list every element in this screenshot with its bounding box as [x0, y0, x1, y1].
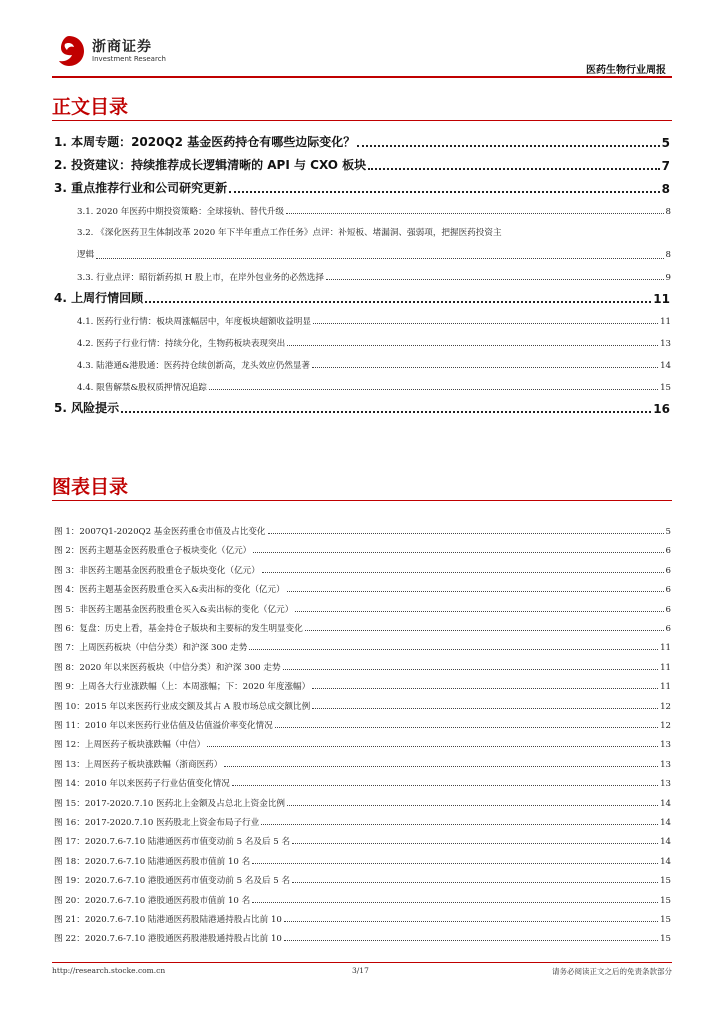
toc-entry-4-2[interactable]: [77, 336, 671, 349]
leader-dots: [232, 785, 658, 786]
figure-entry-text: 图 2：医药主题基金医药股重仓子板块变化（亿元）: [54, 546, 252, 557]
toc-entry-page: 11: [653, 292, 670, 306]
toc-entry-text: 2. 投资建议：持续推荐成长逻辑清晰的 API 与 CXO 板块: [54, 158, 367, 172]
figure-entry-page: 12: [660, 721, 671, 731]
figure-entry-text: 图 7：上周医药板块（中信分类）和沪深 300 走势: [54, 643, 248, 654]
figure-entry-page: 6: [665, 565, 671, 576]
toc-entry-page: 16: [653, 402, 670, 416]
figure-entry-text: 图 9：上周各大行业涨跌幅（上：本周涨幅；下：2020 年度涨幅）: [54, 682, 311, 693]
company-logo-icon: [52, 34, 86, 68]
toc-entry-text-line1: 3.2. 《深化医药卫生体制改革 2020 年下半年重点工作任务》点评：补短板、堵漏洞、强弱项，把握医药投资主: [77, 228, 502, 238]
figure-entry-page: 13: [660, 740, 671, 751]
figure-entry-12[interactable]: [54, 737, 671, 750]
figure-entry-7[interactable]: [54, 640, 671, 653]
company-name-en: Investment Research: [92, 55, 166, 63]
toc-entry-text: 4.2. 医药子行业行情：持续分化，生物药板块表现突出: [77, 339, 286, 349]
leader-dots: [121, 411, 651, 413]
figures-title-rule: [52, 500, 672, 501]
figure-entry-10[interactable]: [54, 699, 671, 712]
footer-disclaimer: 请务必阅读正文之后的免责条款部分: [552, 967, 672, 976]
toc-entry-1[interactable]: [54, 134, 670, 150]
figure-entry-text: 图 5：非医药主题基金医药股重仓买入&卖出标的变化（亿元）: [54, 604, 294, 615]
figure-entry-text: 图 19：2020.7.6-7.10 港股通医药市值变动前 5 名及后 5 名: [54, 876, 291, 887]
figure-entry-text: 图 17：2020.7.6-7.10 陆港通医药市值变动前 5 名及后 5 名: [54, 837, 291, 848]
toc-entry-4-3[interactable]: [77, 358, 671, 371]
figure-entry-text: 图 12：上周医药子板块涨跌幅（中信）: [54, 740, 206, 751]
figure-entry-19[interactable]: [54, 873, 671, 886]
figure-entry-text: 图 4：医药主题基金医药股重仓买入&卖出标的变化（亿元）: [54, 585, 285, 596]
leader-dots: [249, 649, 658, 650]
figure-entry-text: 图 16：2017-2020.7.10 医药股北上资金布局子行业: [54, 818, 260, 828]
leader-dots: [313, 323, 658, 324]
figure-entry-15[interactable]: [54, 796, 671, 809]
figure-entry-20[interactable]: [54, 893, 671, 906]
figure-entry-18[interactable]: [54, 854, 671, 867]
toc-entry-page: 13: [660, 339, 671, 349]
toc-entry-page: 8: [661, 182, 670, 196]
leader-dots: [287, 805, 658, 806]
toc-entry-page: 14: [660, 361, 671, 371]
leader-dots: [252, 863, 658, 864]
leader-dots: [284, 940, 658, 941]
toc-entry-4-1[interactable]: [77, 314, 671, 327]
leader-dots: [275, 727, 658, 728]
figure-entry-page: 6: [665, 604, 671, 615]
figure-entry-text: 图 1：2007Q1-2020Q2 基金医药重仓市值及占比变化: [54, 527, 266, 537]
toc-entry-text: 4.3. 陆港通&港股通：医药持仓续创新高，龙头效应仍然显著: [77, 361, 311, 371]
page-header: [52, 28, 672, 80]
figure-entry-text: 图 14：2010 年以来医药子行业估值变化情况: [54, 779, 230, 790]
figure-entry-11[interactable]: [54, 718, 671, 731]
leader-dots: [283, 669, 659, 670]
leader-dots: [312, 688, 658, 689]
figure-entry-page: 15: [660, 915, 671, 925]
figure-entry-text: 图 10：2015 年以来医药行业成交额及其占 A 股市场总成交额比例: [54, 701, 311, 712]
figure-entry-page: 14: [660, 818, 671, 828]
leader-dots: [305, 630, 664, 631]
leader-dots: [262, 572, 664, 573]
leader-dots: [252, 902, 658, 903]
figure-entry-page: 11: [660, 662, 671, 673]
figure-entry-text: 图 21：2020.7.6-7.10 陆港通医药股陆港通持股占比前 10: [54, 915, 282, 925]
figure-entry-22[interactable]: [54, 931, 671, 944]
figure-entry-text: 图 8：2020 年以来医药板块（中信分类）和沪深 300 走势: [54, 662, 281, 673]
leader-dots: [286, 213, 664, 214]
leader-dots: [224, 766, 658, 767]
figure-entry-page: 14: [660, 798, 671, 809]
leader-dots: [207, 746, 658, 747]
toc-entry-3-2[interactable]: [77, 222, 671, 266]
toc-entry-text: 4. 上周行情回顾: [54, 291, 144, 305]
figures-title: 图表目录: [52, 476, 129, 498]
figure-entry-page: 14: [660, 837, 671, 848]
figure-entry-21[interactable]: [54, 912, 671, 925]
toc-entry-text: 5. 风险提示: [54, 401, 120, 415]
leader-dots: [368, 168, 659, 170]
leader-dots: [229, 191, 660, 193]
leader-dots: [292, 843, 658, 844]
toc-entry-text: 3. 重点推荐行业和公司研究更新: [54, 181, 228, 195]
toc-entry-page: 15: [660, 383, 671, 393]
leader-dots: [292, 882, 658, 883]
leader-dots: [312, 708, 658, 709]
footer-page-number: 3/17: [352, 966, 369, 975]
figure-entry-1[interactable]: [54, 524, 671, 537]
figure-entry-text: 图 13：上周医药子板块涨跌幅（浙商医药）: [54, 759, 223, 770]
toc-entry-text-line2: 逻辑: [77, 250, 95, 260]
toc-entry-page: 8: [665, 207, 671, 217]
toc-entry-3-1[interactable]: [77, 204, 671, 217]
toc-entry-2[interactable]: [54, 157, 670, 173]
toc-title-rule: [52, 120, 672, 121]
report-type: 医药生物行业周报: [586, 65, 666, 76]
toc-entry-3-3[interactable]: [77, 270, 671, 283]
figure-entry-page: 15: [660, 895, 671, 906]
figure-entry-text: 图 20：2020.7.6-7.10 港股通医药股市值前 10 名: [54, 895, 251, 906]
leader-dots: [295, 611, 663, 612]
header-divider: [52, 76, 672, 78]
figure-entry-4[interactable]: [54, 582, 671, 595]
figure-entry-9[interactable]: [54, 679, 671, 692]
figure-entry-page: 14: [660, 856, 671, 867]
footer-divider: [52, 962, 672, 963]
company-name-cn: 浙商证券: [92, 39, 152, 55]
toc-entry-page: 9: [665, 273, 671, 283]
toc-entry-text: 3.3. 行业点评：昭衍新药拟 H 股上市，在岸外包业务的必然选择: [77, 273, 324, 283]
toc-entry-text: 4.1. 医药行业行情：板块周涨幅居中，年度板块超额收益明显: [77, 317, 311, 327]
leader-dots: [287, 591, 664, 592]
toc-entry-text: 1. 本周专题：2020Q2 基金医药持仓有哪些边际变化？: [54, 135, 356, 149]
toc-entry-line2: [77, 244, 671, 266]
figure-entry-page: 15: [660, 934, 671, 945]
figure-entry-13[interactable]: [54, 757, 671, 770]
figure-entry-5[interactable]: [54, 602, 671, 615]
toc-title: 正文目录: [52, 96, 129, 118]
footer-url[interactable]: http://research.stocke.com.cn: [52, 966, 166, 975]
toc-entry-page: 7: [661, 159, 670, 173]
figure-entry-2[interactable]: [54, 543, 671, 556]
leader-dots: [253, 552, 663, 553]
toc-entry-4[interactable]: [54, 290, 670, 306]
toc-entry-page: 8: [665, 250, 671, 260]
figure-entry-text: 图 18：2020.7.6-7.10 陆港通医药股市值前 10 名: [54, 856, 251, 867]
figure-entry-page: 6: [665, 585, 671, 596]
toc-entry-text: 4.4. 限售解禁&股权质押情况追踪: [77, 383, 207, 393]
leader-dots: [284, 921, 658, 922]
figure-entry-text: 图 6：复盘：历史上看，基金持仓子版块和主要标的发生明显变化: [54, 624, 303, 634]
leader-dots: [96, 258, 663, 259]
figure-entry-6[interactable]: [54, 621, 671, 634]
figure-entry-17[interactable]: [54, 834, 671, 847]
toc-entry-page: 5: [661, 136, 670, 150]
toc-entry-5[interactable]: [54, 400, 670, 416]
toc-entry-page: 11: [660, 317, 671, 327]
leader-dots: [261, 824, 658, 825]
figure-entry-text: 图 3：非医药主题基金医药股重仓子版块变化（亿元）: [54, 565, 260, 576]
leader-dots: [145, 301, 651, 303]
figure-entry-text: 图 22：2020.7.6-7.10 港股通医药股港股通持股占比前 10: [54, 934, 282, 945]
figure-entry-page: 6: [665, 546, 671, 557]
figure-entry-page: 13: [660, 779, 671, 790]
toc-entry-text: 3.1. 2020 年医药中期投资策略：全球接轨、替代升级: [77, 207, 285, 217]
figure-entry-page: 15: [660, 876, 671, 887]
leader-dots: [312, 367, 658, 368]
figure-entry-16[interactable]: [54, 815, 671, 828]
leader-dots: [268, 533, 664, 534]
figure-entry-page: 5: [665, 527, 671, 537]
figure-entry-page: 6: [665, 624, 671, 634]
toc-entry-4-4[interactable]: [77, 380, 671, 393]
leader-dots: [209, 389, 658, 390]
leader-dots: [326, 279, 664, 280]
figure-entry-3[interactable]: [54, 563, 671, 576]
toc-entry-3[interactable]: [54, 180, 670, 196]
figure-entry-text: 图 11：2010 年以来医药行业估值及估值溢价率变化情况: [54, 721, 273, 731]
figure-entry-8[interactable]: [54, 660, 671, 673]
figure-entry-page: 11: [660, 682, 671, 693]
figure-entry-text: 图 15：2017-2020.7.10 医药北上金额及占总北上资金比例: [54, 798, 286, 809]
leader-dots: [357, 145, 659, 147]
figure-entry-page: 11: [660, 643, 671, 654]
figure-entry-page: 13: [660, 759, 671, 770]
leader-dots: [287, 345, 658, 346]
figure-entry-14[interactable]: [54, 776, 671, 789]
figure-entry-page: 12: [660, 701, 671, 712]
